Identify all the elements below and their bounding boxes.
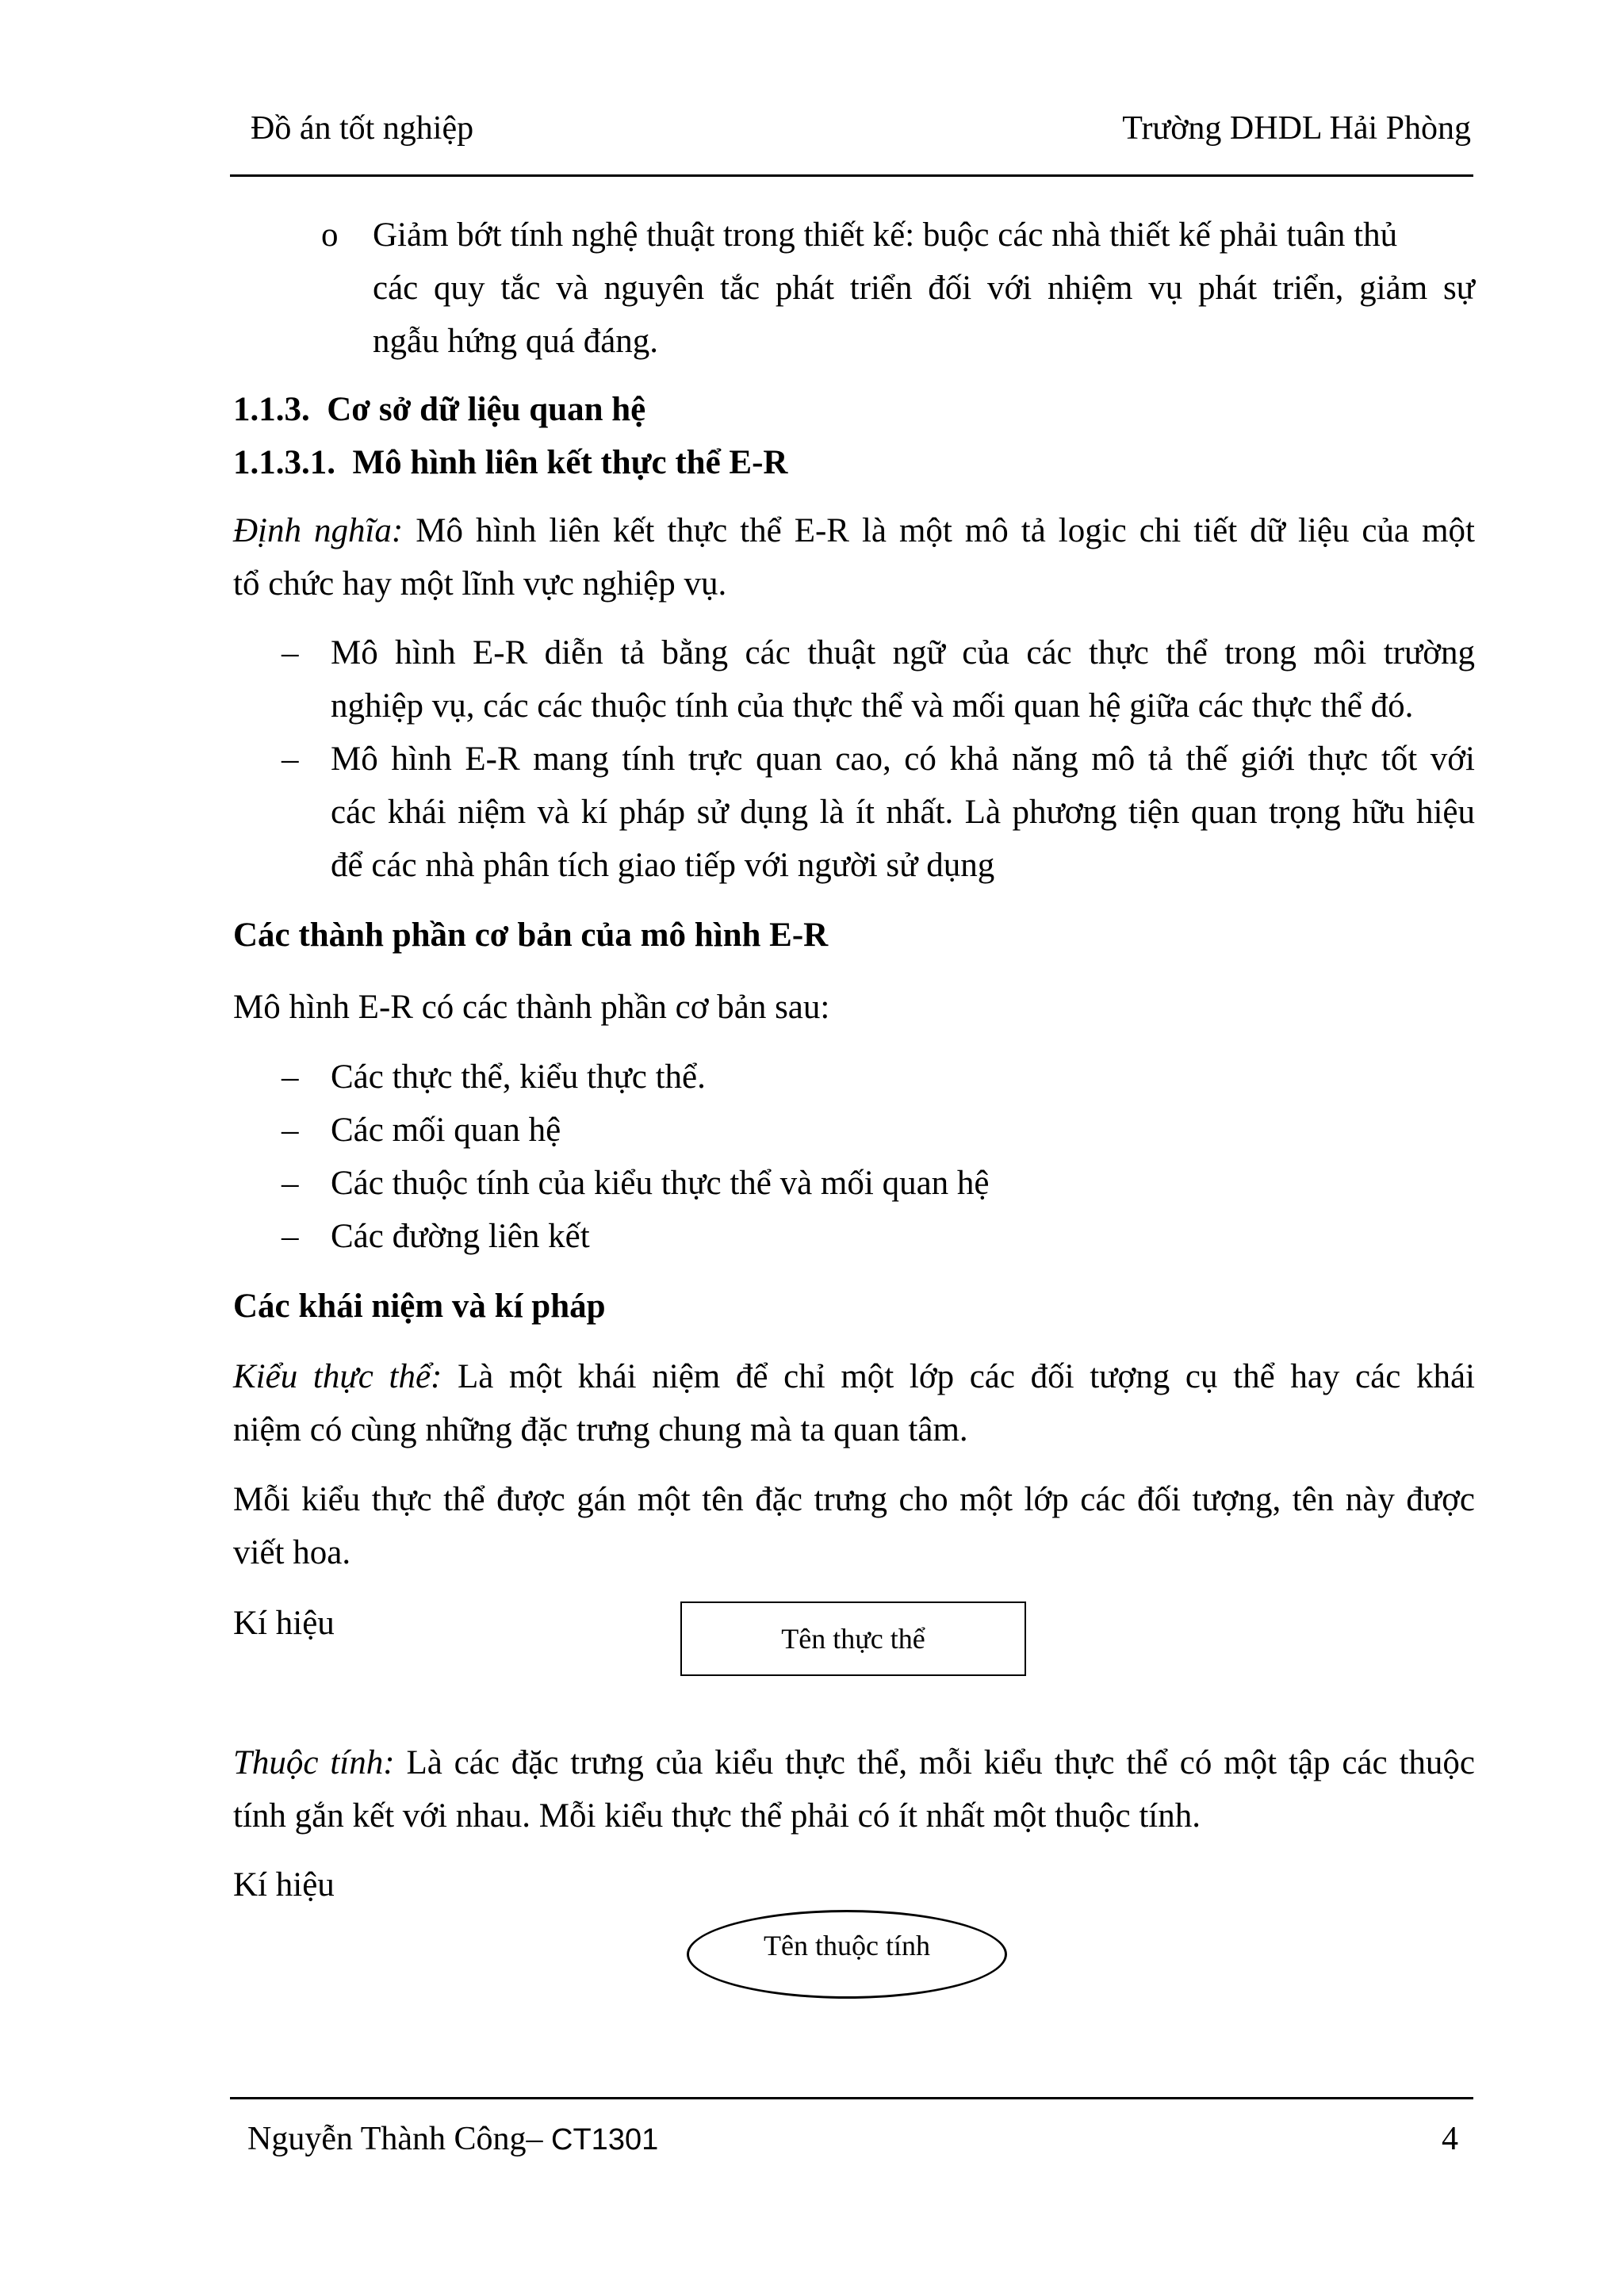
attribute-label: Thuộc tính:	[233, 1744, 395, 1781]
attribute-ellipse-symbol	[687, 1910, 1007, 1999]
dash-bullet-marker: –	[282, 1058, 299, 1096]
entity-naming-line-2: viết hoa.	[233, 1534, 351, 1571]
def-bullet-2-line-2: các khái niệm và kí pháp sử dụng là ít nhất. Là phương tiện quan trọng hữu hiệu	[331, 794, 1475, 831]
definition-text-1: Mô hình liên kết thực thể E-R là một mô tả logic chi tiết dữ liệu của một	[403, 512, 1475, 549]
subsection-heading	[233, 436, 788, 489]
dash-bullet-marker: –	[282, 634, 299, 672]
definition-paragraph-line-1	[233, 504, 1475, 557]
concepts-heading: Các khái niệm và kí pháp	[233, 1288, 606, 1325]
footer-author-name: Nguyễn Thành Công–	[247, 2121, 552, 2157]
footer-rule	[230, 2097, 1473, 2099]
intro-bullet-line-2: các quy tắc và nguyên tắc phát triển đối với nhiệm vụ phát triển, giảm sự	[373, 270, 1475, 307]
definition-label: Định nghĩa:	[233, 512, 404, 549]
subsection-title: Mô hình liên kết thực thể E-R	[352, 444, 788, 481]
attribute-line-2: tính gắn kết với nhau. Mỗi kiểu thực thể phải có ít nhất một thuộc tính.	[233, 1797, 1201, 1835]
subsection-number: 1.1.3.1.	[233, 444, 335, 481]
entity-type-text-1: Là một khái niệm để chỉ một lớp các đối tượng cụ thể hay các khái	[442, 1358, 1476, 1395]
component-item: Các thực thể, kiểu thực thể.	[331, 1058, 706, 1096]
header-left-title: Đồ án tốt nghiệp	[251, 110, 474, 147]
component-item: Các mối quan hệ	[331, 1112, 561, 1149]
entity-naming-line-1: Mỗi kiểu thực thể được gán một tên đặc trưng cho một lớp các đối tượng, tên này được	[233, 1481, 1475, 1518]
components-heading: Các thành phần cơ bản của mô hình E-R	[233, 916, 829, 954]
section-title: Cơ sở dữ liệu quan hệ	[327, 391, 646, 428]
circle-bullet-marker: o	[321, 216, 339, 254]
page-number: 4	[1442, 2121, 1458, 2157]
entity-type-line-1	[233, 1350, 1475, 1403]
entity-symbol-text: Tên thực thể	[781, 1623, 925, 1655]
component-item: Các đường liên kết	[331, 1218, 590, 1255]
def-bullet-1-line-2: nghiệp vụ, các các thuộc tính của thực thể và mối quan hệ giữa các thực thể đó.	[331, 687, 1414, 725]
dash-bullet-marker: –	[282, 1218, 299, 1255]
section-heading	[233, 383, 645, 436]
attribute-symbol-label: Kí hiệu	[233, 1866, 335, 1904]
intro-bullet-line-3: ngẫu hứng quá đáng.	[373, 323, 659, 360]
definition-paragraph-line-2: tổ chức hay một lĩnh vực nghiệp vụ.	[233, 565, 727, 603]
def-bullet-2-line-1: Mô hình E-R mang tính trực quan cao, có khả năng mô tả thế giới thực tốt với	[331, 740, 1475, 778]
dash-bullet-marker: –	[282, 1112, 299, 1149]
intro-bullet-line-1: Giảm bớt tính nghệ thuật trong thiết kế: buộc các nhà thiết kế phải tuân thủ	[373, 216, 1398, 254]
def-bullet-2-line-3: để các nhà phân tích giao tiếp với người sử dụng	[331, 847, 995, 884]
footer-class-code: CT1301	[551, 2123, 659, 2156]
header-rule	[230, 174, 1473, 177]
components-intro: Mô hình E-R có các thành phần cơ bản sau:	[233, 989, 830, 1026]
entity-rectangle-symbol	[680, 1601, 1026, 1676]
attribute-line-1	[233, 1736, 1475, 1789]
attribute-symbol-text: Tên thuộc tính	[764, 1930, 930, 1961]
header-right-title: Trường DHDL Hải Phòng	[1122, 110, 1471, 147]
entity-type-label: Kiểu thực thể:	[233, 1358, 442, 1395]
dash-bullet-marker: –	[282, 740, 299, 778]
component-item: Các thuộc tính của kiểu thực thể và mối quan hệ	[331, 1165, 990, 1202]
entity-type-line-2: niệm có cùng những đặc trưng chung mà ta quan tâm.	[233, 1411, 968, 1448]
section-number: 1.1.3.	[233, 391, 310, 428]
def-bullet-1-line-1: Mô hình E-R diễn tả bằng các thuật ngữ của các thực thể trong môi trường	[331, 634, 1475, 672]
attribute-text-1: Là các đặc trưng của kiểu thực thể, mỗi kiểu thực thể có một tập các thuộc	[394, 1744, 1475, 1781]
dash-bullet-marker: –	[282, 1165, 299, 1202]
footer-author	[247, 2118, 658, 2160]
entity-symbol-label: Kí hiệu	[233, 1605, 335, 1642]
